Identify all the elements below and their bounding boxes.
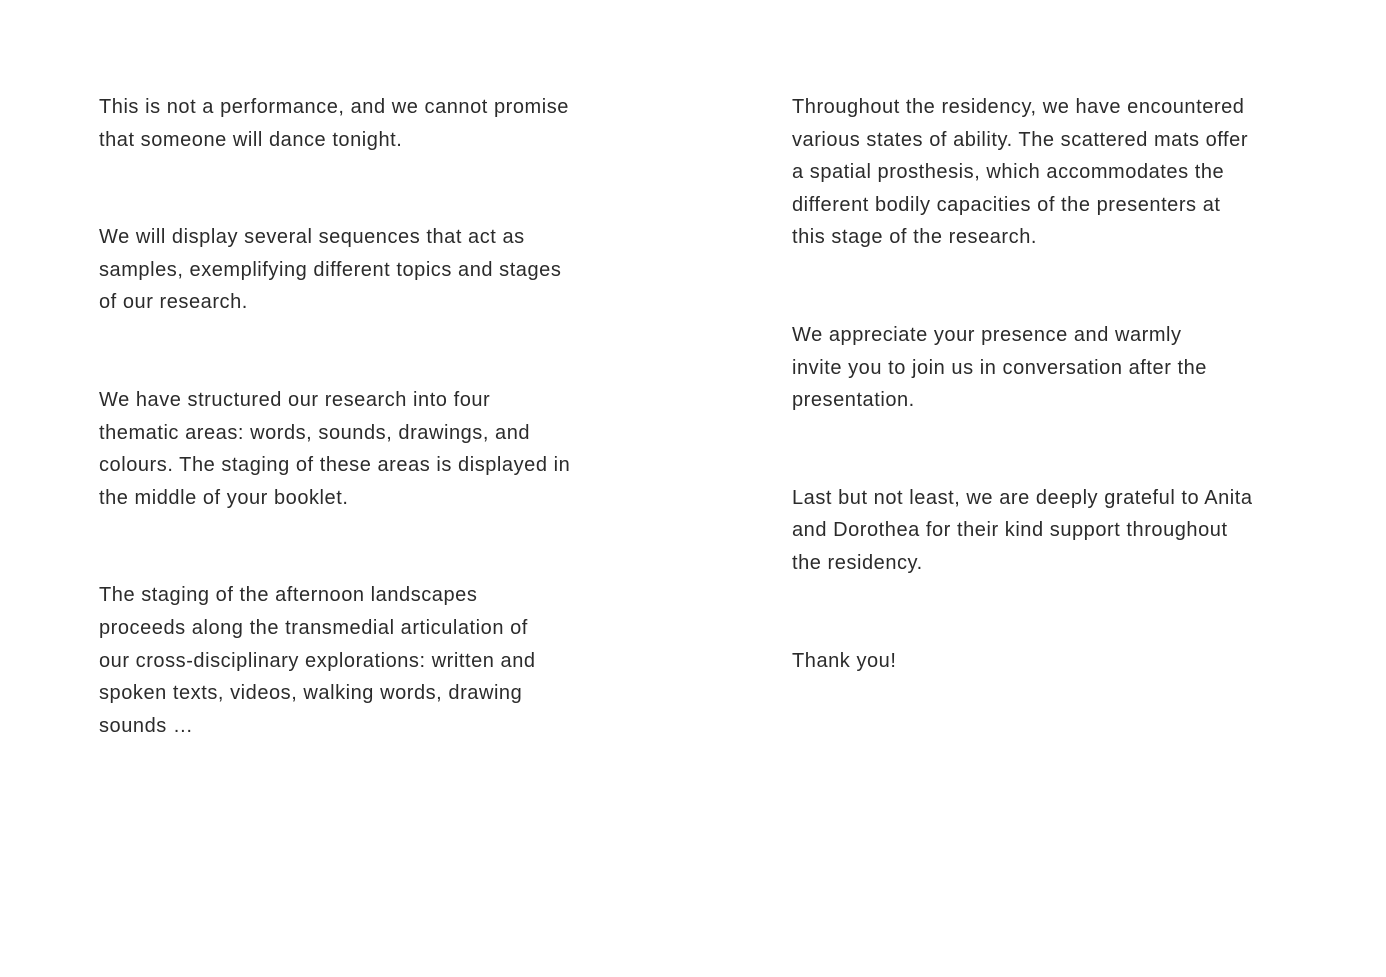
left-text-column — [99, 91, 604, 807]
right-text-column — [792, 91, 1292, 742]
paragraph-afternoon-landscapes: The staging of the afternoon landscapes proceeds along the transmedial articulation of our cross-disciplinary explorations: written and spoken texts, videos, walking words, drawing sounds … — [99, 584, 536, 737]
paragraph-thematic-areas: We have structured our research into four thematic areas: words, sounds, drawings, and colours. The staging of these areas is displayed in the middle of your booklet. — [99, 388, 571, 509]
paragraph-invitation: We appreciate your presence and warmly invite you to join us in conversation after the presentation. — [792, 323, 1207, 412]
paragraph-sequences: We will display several sequences that act as samples, exemplifying different topics and stages of our research. — [99, 226, 562, 314]
paragraph-not-a-performance: This is not a performance, and we cannot promise that someone will dance tonight. — [99, 96, 569, 151]
paragraph-acknowledgements: Last but not least, we are deeply grateful to Anita and Dorothea for their kind support throughout the residency. — [792, 486, 1253, 574]
paragraph-states-of-ability: Throughout the residency, we have encountered various states of ability. The scattered mats offer a spatial prosthesis, which accommodates the different bodily capacities of the presenters at this stage of the research. — [792, 96, 1249, 249]
paragraph-thank-you: Thank you! — [792, 649, 897, 672]
